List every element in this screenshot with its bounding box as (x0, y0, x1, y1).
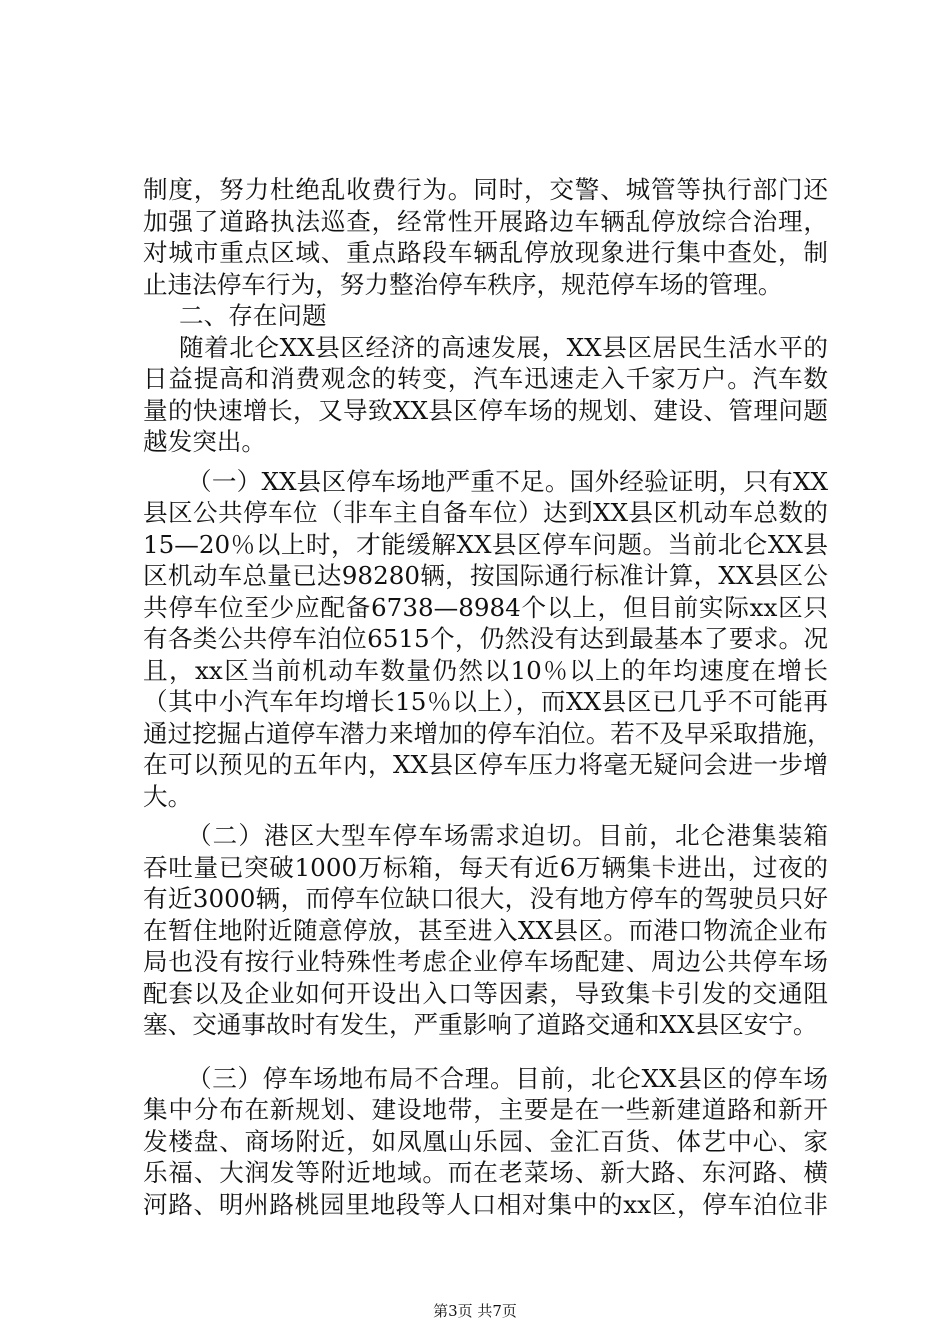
spacer (143, 812, 828, 820)
page-number-footer: 第3页 共7页 (433, 1302, 517, 1320)
paragraph-5 (143, 1063, 828, 1221)
text-line: 县区公共停车位（非车主自备车位）达到XX县区机动车总数的 (143, 498, 828, 527)
text-line: 随着北仑XX县区经济的高速发展，XX县区居民生活水平的 (179, 332, 828, 362)
text-line: 局也没有按行业特殊性考虑企业停车场配建、周边公共停车场 (143, 947, 828, 976)
text-line: 配套以及企业如何开设出入口等因素，导致集卡引发的交通阻 (143, 978, 828, 1008)
text-line: 吞吐量已突破1000万标箱，每天有近6万辆集卡进出，过夜的 (143, 852, 828, 882)
text-line: （其中小汽车年均增长15％以上），而XX县区已几乎不可能再 (143, 687, 828, 716)
text-line: 集中分布在新规划、建设地带，主要是在一些新建道路和新开 (143, 1095, 828, 1124)
text-line: 通过挖掘占道停车潜力来增加的停车泊位。若不及早采取措施， (143, 718, 832, 748)
text-line: 越发突出。 (143, 427, 266, 456)
text-line: 日益提高和消费观念的转变，汽车迅速走入千家万户。汽车数 (143, 364, 828, 393)
document-body (143, 174, 832, 1220)
text-line: 区机动车总量已达98280辆，按国际通行标准计算，XX县区公 (143, 561, 828, 590)
text-line: 制度，努力杜绝乱收费行为。同时，交警、城管等执行部门还 (143, 175, 828, 204)
text-line: 15—20％以上时，才能缓解XX县区停车问题。当前北仑XX县 (143, 529, 828, 559)
section-heading (143, 300, 828, 332)
section-heading-text: 二、存在问题 (179, 301, 327, 330)
text-line: 且，xx区当前机动车数量仍然以10％以上的年均速度在增长 (143, 655, 828, 685)
text-line: 河路、明州路桃园里地段等人口相对集中的xx区，停车泊位非 (143, 1189, 828, 1219)
text-line: 止违法停车行为，努力整治停车秩序，规范停车场的管理。 (143, 269, 783, 299)
text-line: （一）XX县区停车场地严重不足。国外经验证明，只有XX (187, 466, 828, 496)
text-line: 发楼盘、商场附近，如凤凰山乐园、金汇百货、体艺中心、家 (143, 1126, 828, 1156)
text-line: （三）停车场地布局不合理。目前，北仑XX县区的停车场 (187, 1063, 828, 1093)
paragraph-1 (143, 174, 828, 300)
spacer (143, 458, 828, 466)
text-line: 有各类公共停车泊位6515个，仍然没有达到最基本了要求。况 (143, 624, 828, 653)
text-line: 在暂住地附近随意停放，甚至进入XX县区。而港口物流企业布 (143, 915, 828, 945)
paragraph-3 (143, 466, 832, 813)
text-line: 对城市重点区域、重点路段车辆乱停放现象进行集中查处，制 (143, 238, 828, 267)
spacer (143, 1041, 828, 1063)
text-line: 加强了道路执法巡查，经常性开展路边车辆乱停放综合治理， (143, 206, 828, 236)
text-line: 在可以预见的五年内，XX县区停车压力将毫无疑问会进一步增 (143, 750, 828, 779)
text-line: （二）港区大型车停车场需求迫切。目前，北仑港集装箱 (187, 821, 828, 850)
paragraph-4 (143, 820, 828, 1041)
text-line: 乐福、大润发等附近地域。而在老菜场、新大路、东河路、横 (143, 1158, 828, 1187)
text-line: 共停车位至少应配备6738—8984个以上，但目前实际xx区只 (143, 592, 828, 622)
paragraph-2 (143, 332, 828, 458)
text-line: 塞、交通事故时有发生，严重影响了道路交通和XX县区安宁。 (143, 1010, 818, 1039)
text-line: 量的快速增长，又导致XX县区停车场的规划、建设、管理问题 (143, 395, 828, 425)
text-line: 大。 (143, 781, 193, 811)
text-line: 有近3000辆，而停车位缺口很大，没有地方停车的驾驶员只好 (143, 884, 828, 913)
